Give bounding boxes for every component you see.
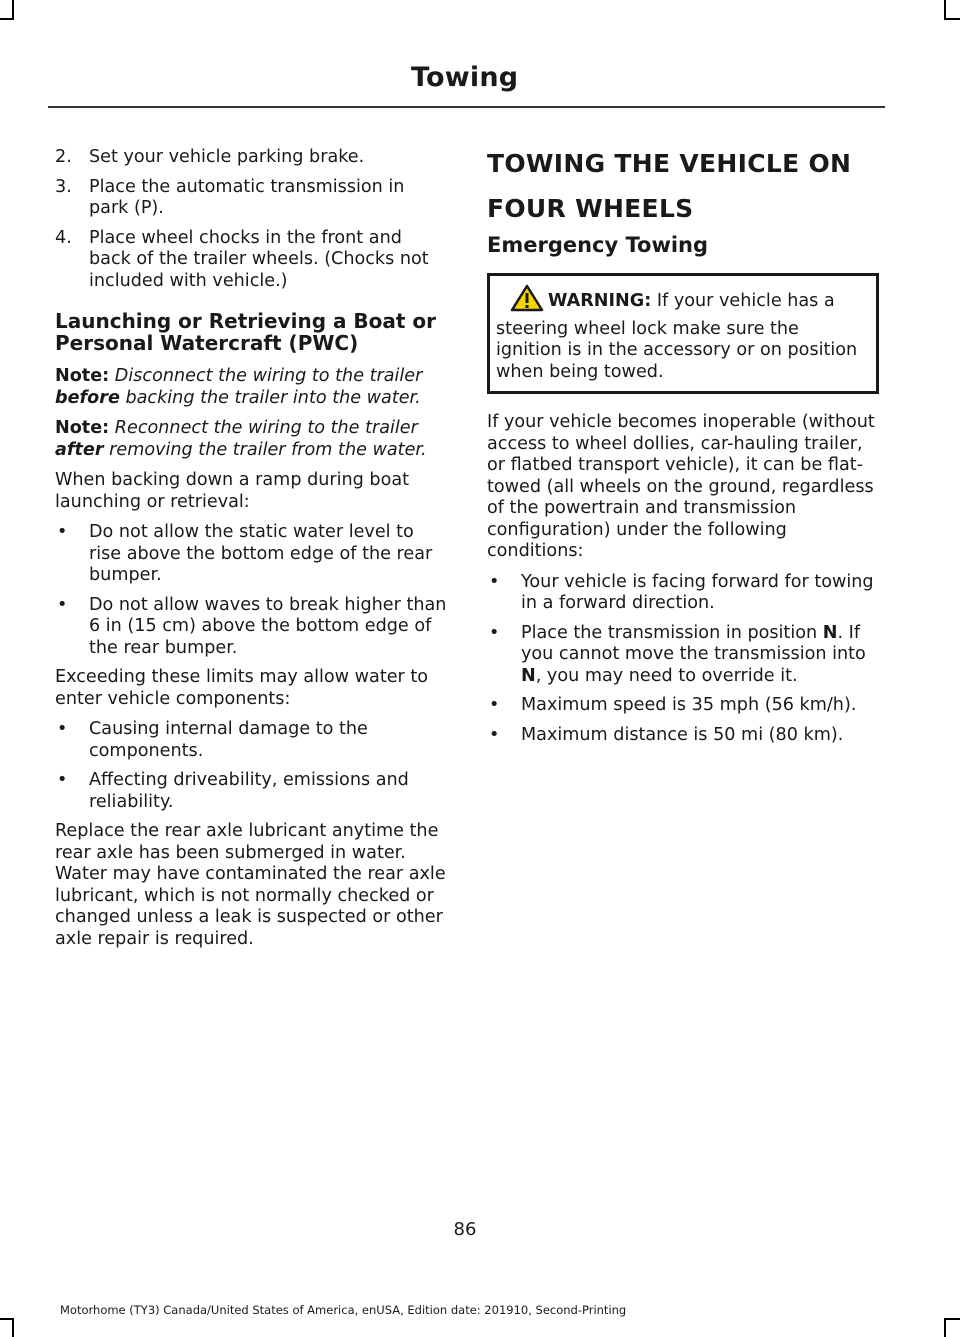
section-title-line: TOWING THE VEHICLE ON bbox=[487, 149, 852, 178]
list-item bbox=[55, 522, 447, 587]
paragraph-axle: Replace the rear axle lubricant anytime the rear axle has been submerged in water. Water may have contaminated the rear axle lubricant, which is not normally checked or changed unless a leak is suspected or other axle repair is required. bbox=[55, 821, 446, 949]
warning-box bbox=[487, 273, 879, 394]
list-item bbox=[55, 770, 447, 813]
section-title-line: FOUR WHEELS bbox=[487, 194, 694, 223]
section-title bbox=[487, 147, 879, 225]
list-item-text: Causing internal damage to the components. bbox=[89, 719, 368, 761]
note-emphasis: before bbox=[55, 387, 120, 408]
note-text: backing the trailer into the water. bbox=[125, 387, 421, 408]
step-item bbox=[55, 177, 447, 220]
page-title: Towing bbox=[411, 62, 519, 93]
bullet-icon: • bbox=[489, 695, 500, 715]
list-item-text: Your vehicle is facing forward for towing in a forward direction. bbox=[521, 571, 874, 613]
note-text: Reconnect the wiring to the trailer bbox=[114, 418, 418, 438]
bullet-icon: • bbox=[489, 724, 500, 745]
crop-mark-top-left-h bbox=[0, 18, 14, 20]
bullet-icon: • bbox=[57, 770, 68, 790]
note-text: removing the trailer from the water. bbox=[109, 439, 427, 460]
note-label: Note: bbox=[55, 366, 110, 386]
bullet-icon: • bbox=[57, 719, 68, 739]
crop-mark-top-right-v bbox=[944, 0, 946, 18]
bullet-icon: • bbox=[57, 522, 68, 542]
warning-text: If your vehicle has a steering wheel lock make sure the ignition is in the accessory or on position when being towed. bbox=[496, 291, 858, 382]
step-text: Set your vehicle parking brake. bbox=[89, 147, 365, 167]
text-segment: Place the transmission in position bbox=[521, 622, 818, 643]
step-number: 4. bbox=[55, 227, 72, 248]
text-segment: , you may need to override it. bbox=[535, 665, 798, 686]
text-segment: . If you cannot move the transmission into bbox=[521, 622, 866, 664]
step-text: Place wheel chocks in the front and back of the trailer wheels. (Chocks not included with vehicle.) bbox=[89, 227, 429, 291]
list-item bbox=[487, 623, 879, 688]
step-text: Place the automatic transmission in park (P). bbox=[89, 176, 405, 218]
paragraph-inoperable: If your vehicle becomes inoperable (without access to wheel dollies, car-hauling trailer, or flatbed transport vehicle), it can be flat-towed (all wheels on the ground, regardless of the powertrain and transmission configuration) under the following conditions: bbox=[487, 412, 875, 561]
right-column bbox=[487, 147, 879, 754]
note-disconnect bbox=[55, 366, 447, 409]
list-item-text: Affecting driveability, emissions and reliability. bbox=[89, 770, 409, 812]
crop-mark-bottom-right-h bbox=[944, 1318, 960, 1320]
crop-mark-bottom-left-v bbox=[12, 1318, 14, 1337]
note-emphasis: after bbox=[55, 439, 104, 460]
step-item bbox=[55, 147, 447, 169]
step-number: 2. bbox=[55, 147, 72, 167]
list-item bbox=[487, 725, 879, 747]
list-item bbox=[487, 695, 879, 717]
bullet-icon: • bbox=[489, 622, 500, 643]
list-item bbox=[55, 719, 447, 762]
list-item-text: Maximum distance is 50 mi (80 km). bbox=[521, 724, 844, 745]
bullet-icon: • bbox=[489, 571, 500, 592]
page-number: 86 bbox=[453, 1219, 477, 1240]
list-item-text bbox=[521, 623, 866, 686]
left-column bbox=[55, 147, 447, 959]
crop-mark-bottom-right-v bbox=[944, 1318, 946, 1337]
paragraph-ramp: When backing down a ramp during boat launching or retrieval: bbox=[55, 470, 410, 512]
note-text: Disconnect the wiring to the trailer bbox=[114, 366, 423, 386]
note-reconnect bbox=[55, 418, 447, 461]
crop-mark-top-left-v bbox=[12, 0, 14, 18]
boat-launch-heading: Launching or Retrieving a Boat or Personal Watercraft (PWC) bbox=[55, 309, 437, 355]
warning-triangle-icon bbox=[510, 284, 544, 319]
header-divider bbox=[48, 106, 885, 108]
note-label: Note: bbox=[55, 418, 110, 438]
list-item-text: Maximum speed is 35 mph (56 km/h). bbox=[521, 695, 857, 715]
list-item-text: Do not allow the static water level to rise above the bottom edge of the rear bumper. bbox=[89, 522, 433, 585]
list-item-text: Do not allow waves to break higher than 6 in (15 cm) above the bottom edge of the rear bumper. bbox=[89, 594, 447, 658]
step-item bbox=[55, 228, 447, 293]
crop-mark-bottom-left-h bbox=[0, 1318, 14, 1320]
gear-position-label: N bbox=[822, 622, 838, 643]
list-item bbox=[487, 572, 879, 615]
gear-position-label: N bbox=[521, 665, 536, 686]
paragraph-limits: Exceeding these limits may allow water to enter vehicle components: bbox=[55, 667, 429, 709]
list-item bbox=[55, 595, 447, 660]
warning-label: WARNING: bbox=[548, 291, 652, 311]
crop-mark-top-right-h bbox=[944, 18, 960, 20]
footer-text: Motorhome (TY3) Canada/United States of America, enUSA, Edition date: 201910, Second-Printing bbox=[60, 1303, 627, 1317]
bullet-icon: • bbox=[57, 594, 68, 615]
emergency-towing-heading: Emergency Towing bbox=[487, 233, 709, 257]
step-number: 3. bbox=[55, 176, 72, 197]
